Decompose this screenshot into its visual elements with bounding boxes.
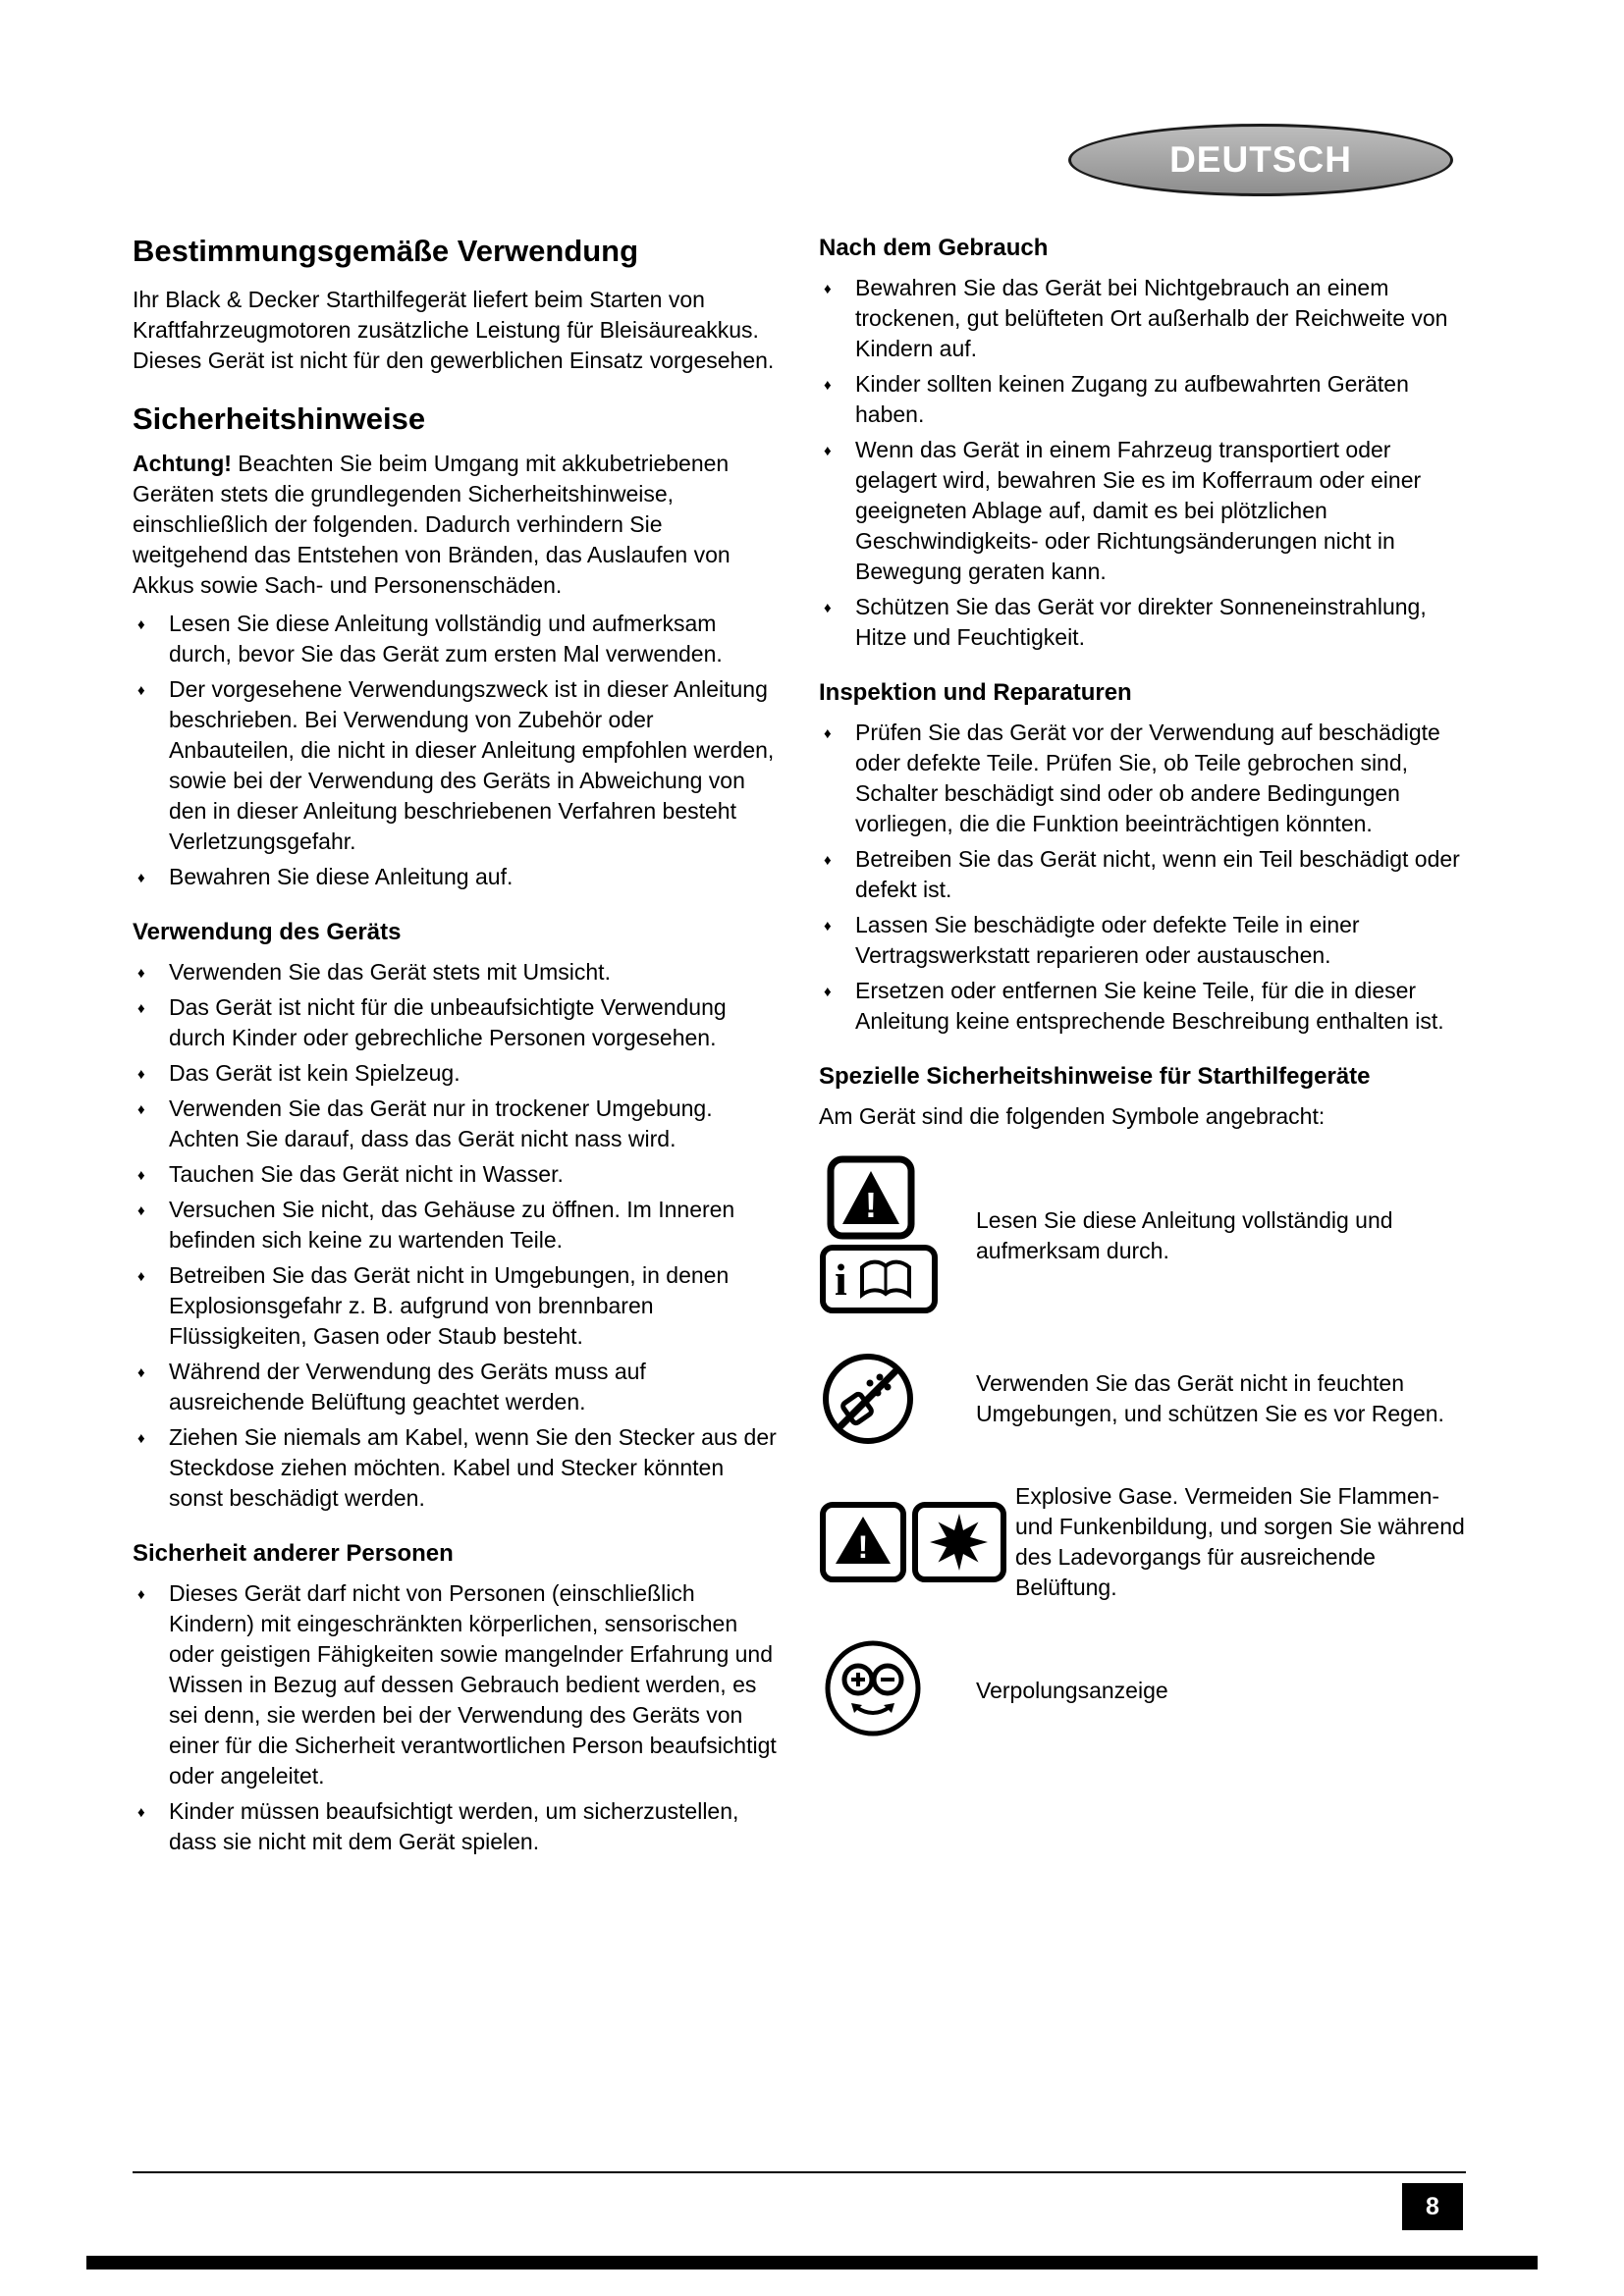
bullet-text: Der vorgesehene Verwendungszweck ist in dieser Anleitung beschrieben. Bei Verwendung von Zubehör oder Anbauteilen, die nicht in dieser Anleitung empfohlen werden, sowie bei der Verwendung des Geräts in Abweichung von den in dieser Anleitung beschriebenen Verfahren besteht Verletzungsgefahr. bbox=[169, 676, 775, 854]
symbol-row-no-moisture bbox=[819, 1350, 1467, 1448]
bullet-item bbox=[133, 609, 781, 669]
bullet-item bbox=[819, 592, 1467, 653]
bottom-edge-bar bbox=[86, 2256, 1538, 2269]
bullet-text: Betreiben Sie das Gerät nicht in Umgebungen, in denen Explosionsgefahr z. B. aufgrund von brennbaren Flüssigkeiten, Gasen oder Staub besteht. bbox=[169, 1262, 730, 1349]
bullet-text: Schützen Sie das Gerät vor direkter Sonneneinstrahlung, Hitze und Feuchtigkeit. bbox=[855, 594, 1427, 650]
bullet-diamond-icon: ♦ bbox=[824, 281, 832, 297]
bullet-item bbox=[133, 1159, 781, 1190]
bullet-item bbox=[133, 1796, 781, 1857]
bullet-text: Bewahren Sie diese Anleitung auf. bbox=[169, 864, 514, 889]
subheading-inspection-repairs: Inspektion und Reparaturen bbox=[819, 679, 1132, 706]
bullet-item bbox=[819, 910, 1467, 971]
after-use-bullet-list bbox=[819, 273, 1467, 653]
bullet-diamond-icon: ♦ bbox=[824, 984, 832, 1000]
bullet-diamond-icon: ♦ bbox=[137, 1804, 145, 1821]
subheading-special-safety: Spezielle Sicherheitshinweise für Starthilfegeräte bbox=[819, 1063, 1371, 1090]
intended-use-paragraph: Ihr Black & Decker Starthilfegerät liefert beim Starten von Kraftfahrzeugmotoren zusätzliche Leistung für Bleisäureakkus. Dieses Gerät ist nicht für den gewerblichen Einsatz vorgesehen. bbox=[133, 287, 775, 373]
bullet-item bbox=[133, 1094, 781, 1154]
warning-paragraph bbox=[133, 449, 781, 601]
bullet-text: Prüfen Sie das Gerät vor der Verwendung auf beschädigte oder defekte Teile. Prüfen Sie, ob Teile gebrochen sind, Schalter beschädigt sind oder ob andere Bedingungen vorliegen, die die Funktion beeinträchtigen könnten. bbox=[855, 720, 1440, 836]
language-badge-label: DEUTSCH bbox=[1169, 139, 1352, 180]
bullet-text: Verwenden Sie das Gerät nur in trockener Umgebung. Achten Sie darauf, dass das Gerät nicht nass wird. bbox=[169, 1095, 713, 1151]
section-heading-intended-use: Bestimmungsgemäße Verwendung bbox=[133, 234, 639, 268]
bullet-diamond-icon: ♦ bbox=[137, 1202, 145, 1219]
footer-rule bbox=[133, 2171, 1466, 2173]
bullet-item bbox=[133, 862, 781, 892]
bullet-item bbox=[819, 369, 1467, 430]
bullet-diamond-icon: ♦ bbox=[824, 852, 832, 869]
bullet-item bbox=[133, 957, 781, 988]
bullet-diamond-icon: ♦ bbox=[137, 1430, 145, 1447]
bullet-diamond-icon: ♦ bbox=[137, 965, 145, 982]
bullet-item bbox=[133, 1357, 781, 1417]
bullet-text: Tauchen Sie das Gerät nicht in Wasser. bbox=[169, 1161, 564, 1187]
bullet-diamond-icon: ♦ bbox=[137, 1000, 145, 1017]
bullet-text: Verwenden Sie das Gerät stets mit Umsicht. bbox=[169, 959, 611, 985]
symbols-intro: Am Gerät sind die folgenden Symbole angebracht: bbox=[819, 1103, 1326, 1129]
bullet-item bbox=[819, 718, 1467, 839]
subheading-device-usage: Verwendung des Geräts bbox=[133, 919, 402, 945]
others-bullet-list bbox=[133, 1578, 781, 1857]
bullet-diamond-icon: ♦ bbox=[824, 918, 832, 934]
symbols-section bbox=[819, 1155, 1467, 1744]
polarity-indicator-icon bbox=[819, 1636, 976, 1744]
safety-bullet-list bbox=[133, 609, 781, 892]
bullet-text: Das Gerät ist kein Spielzeug. bbox=[169, 1060, 460, 1086]
bullet-text: Versuchen Sie nicht, das Gehäuse zu öffnen. Im Inneren befinden sich keine zu wartenden Teile. bbox=[169, 1197, 735, 1253]
bullet-diamond-icon: ♦ bbox=[137, 682, 145, 699]
symbol-text: Verwenden Sie das Gerät nicht in feuchten Umgebungen, und schützen Sie es vor Regen. bbox=[976, 1370, 1444, 1426]
bullet-diamond-icon: ♦ bbox=[137, 1066, 145, 1083]
bullet-item bbox=[133, 1422, 781, 1514]
bullet-text: Das Gerät ist nicht für die unbeaufsichtigte Verwendung durch Kinder oder gebrechliche Personen vorgesehen. bbox=[169, 994, 727, 1050]
warning-read-manual-icon bbox=[819, 1155, 976, 1316]
bullet-text: Lesen Sie diese Anleitung vollständig und aufmerksam durch, bevor Sie das Gerät zum ersten Mal verwenden. bbox=[169, 611, 723, 667]
section-heading-safety: Sicherheitshinweise bbox=[133, 401, 426, 436]
right-column bbox=[819, 234, 1467, 1778]
bullet-text: Ziehen Sie niemals am Kabel, wenn Sie den Stecker aus der Steckdose ziehen möchten. Kabel und Stecker könnten sonst beschädigt werden. bbox=[169, 1424, 777, 1511]
bullet-item bbox=[133, 1260, 781, 1352]
bullet-text: Während der Verwendung des Geräts muss auf ausreichende Belüftung geachtet werden. bbox=[169, 1359, 646, 1415]
symbol-text: Verpolungsanzeige bbox=[976, 1677, 1168, 1703]
bullet-item bbox=[819, 976, 1467, 1037]
bullet-diamond-icon: ♦ bbox=[824, 443, 832, 459]
bullet-item bbox=[819, 435, 1467, 587]
warning-body: Beachten Sie beim Umgang mit akkubetriebenen Geräten stets die grundlegenden Sicherheitshinweise, einschließlich der folgenden. Dadurch verhindern Sie weitgehend das Entstehen von Bränden, das Auslaufen von Akkus sowie Sach- und Personenschäden. bbox=[133, 451, 731, 598]
bullet-item bbox=[133, 992, 781, 1053]
subheading-after-use: Nach dem Gebrauch bbox=[819, 235, 1049, 261]
bullet-text: Kinder müssen beaufsichtigt werden, um sicherzustellen, dass sie nicht mit dem Gerät spielen. bbox=[169, 1798, 739, 1854]
warning-lead: Achtung! bbox=[133, 451, 232, 476]
bullet-diamond-icon: ♦ bbox=[137, 1101, 145, 1118]
bullet-diamond-icon: ♦ bbox=[137, 616, 145, 633]
svg-text:!: ! bbox=[857, 1529, 869, 1565]
usage-bullet-list bbox=[133, 957, 781, 1514]
symbol-text: Lesen Sie diese Anleitung vollständig und aufmerksam durch. bbox=[976, 1207, 1393, 1263]
bullet-diamond-icon: ♦ bbox=[137, 1167, 145, 1184]
inspection-bullet-list bbox=[819, 718, 1467, 1037]
svg-text:i: i bbox=[835, 1255, 847, 1305]
explosive-gases-icon bbox=[819, 1497, 1015, 1587]
bullet-diamond-icon: ♦ bbox=[824, 725, 832, 742]
subheading-safety-of-others: Sicherheit anderer Personen bbox=[133, 1540, 454, 1567]
bullet-item bbox=[133, 1578, 781, 1791]
svg-text:!: ! bbox=[865, 1185, 877, 1225]
symbol-row-explosive-gases bbox=[819, 1481, 1467, 1603]
symbol-row-read-manual bbox=[819, 1155, 1467, 1316]
bullet-text: Kinder sollten keinen Zugang zu aufbewahrten Geräten haben. bbox=[855, 371, 1409, 427]
bullet-text: Bewahren Sie das Gerät bei Nichtgebrauch an einem trockenen, gut belüfteten Ort außerhalb der Reichweite von Kindern auf. bbox=[855, 275, 1448, 361]
bullet-text: Ersetzen oder entfernen Sie keine Teile, für die in dieser Anleitung keine entsprechende Beschreibung enthalten ist. bbox=[855, 978, 1444, 1034]
bullet-diamond-icon: ♦ bbox=[824, 377, 832, 394]
bullet-text: Lassen Sie beschädigte oder defekte Teile in einer Vertragswerkstatt reparieren oder austauschen. bbox=[855, 912, 1360, 968]
bullet-text: Wenn das Gerät in einem Fahrzeug transportiert oder gelagert wird, bewahren Sie es im Kofferraum oder einer geeigneten Ablage auf, damit es bei plötzlichen Geschwindigkeits- oder Richtungsänderungen nicht in Bewegung geraten kann. bbox=[855, 437, 1422, 584]
page-number-badge bbox=[1402, 2183, 1463, 2230]
bullet-diamond-icon: ♦ bbox=[137, 1364, 145, 1381]
no-moisture-icon bbox=[819, 1350, 976, 1448]
bullet-item bbox=[133, 1195, 781, 1255]
bullet-diamond-icon: ♦ bbox=[137, 1268, 145, 1285]
bullet-item bbox=[133, 1058, 781, 1089]
bullet-diamond-icon: ♦ bbox=[137, 870, 145, 886]
language-badge bbox=[1068, 124, 1453, 196]
bullet-diamond-icon: ♦ bbox=[137, 1586, 145, 1603]
bullet-text: Betreiben Sie das Gerät nicht, wenn ein Teil beschädigt oder defekt ist. bbox=[855, 846, 1460, 902]
symbol-row-polarity bbox=[819, 1636, 1467, 1744]
bullet-item bbox=[819, 844, 1467, 905]
left-column bbox=[133, 234, 781, 1863]
symbol-text: Explosive Gase. Vermeiden Sie Flammen- und Funkenbildung, und sorgen Sie während des Ladevorgangs für ausreichende Belüftung. bbox=[1015, 1483, 1465, 1600]
bullet-diamond-icon: ♦ bbox=[824, 600, 832, 616]
bullet-item bbox=[819, 273, 1467, 364]
bullet-text: Dieses Gerät darf nicht von Personen (einschließlich Kindern) mit eingeschränkten körperlichen, sensorischen oder geistigen Fähigkeiten sowie mangelnder Erfahrung und Wissen in Bezug auf dessen Gebrauch bedient werden, es sei denn, sie werden bei der Verwendung des Geräts von einer für die Sicherheit verantwortlichen Person beaufsichtigt oder angeleitet. bbox=[169, 1580, 777, 1789]
bullet-item bbox=[133, 674, 781, 857]
page-number: 8 bbox=[1426, 2192, 1439, 2220]
